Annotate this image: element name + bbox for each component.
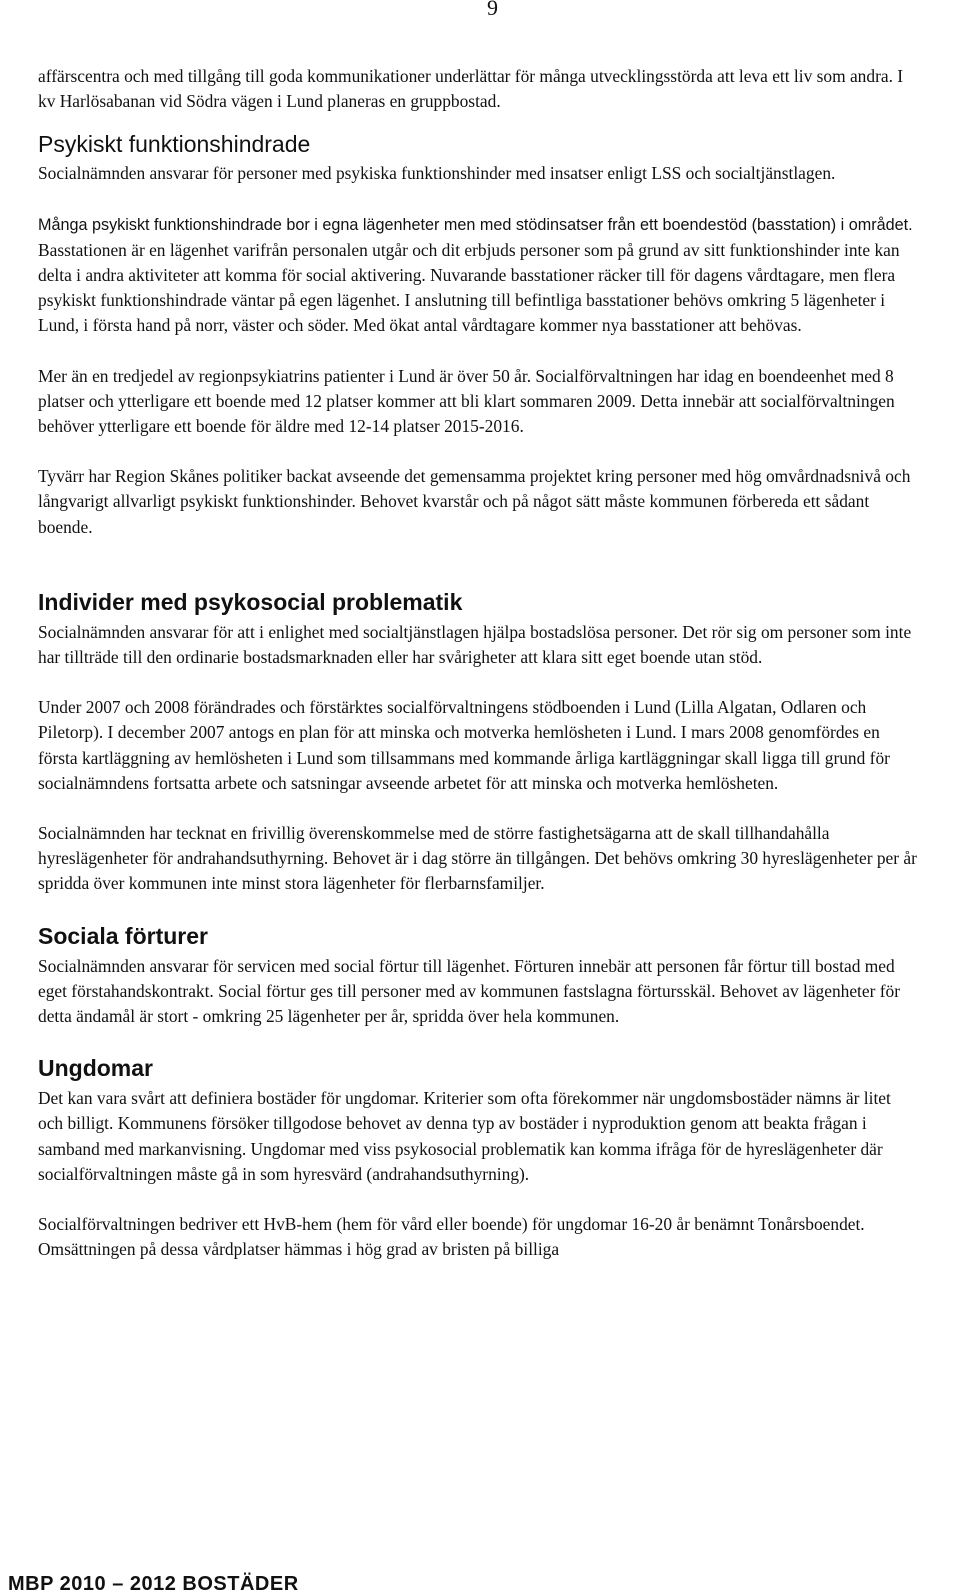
psykiskt-paragraph-2-lead: Många psykiskt funktionshindrade bor i egna lägenheter men med stödinsatser från ett boendestöd (basstation) i området. [38,215,913,234]
page-footer: MBP 2010 – 2012 BOSTÄDER [8,1573,299,1595]
heading-psykiskt-funktionshindrade: Psykiskt funktionshindrade [38,131,311,158]
heading-sociala-forturer: Sociala förturer [38,922,208,949]
psykiskt-paragraph-3: Mer än en tredjedel av regionpsykiatrins patienter i Lund är över 50 år. Socialförvaltningen har idag en boendeenhet med 8 platser och ytterligare ett boende med 12 platser kommer att bli klart sommaren 2009. Detta innebär att socialförvaltningen behöver ytterligare ett boende för äldre med 12-14 platser 2015-2016. [38,365,895,437]
document-body [38,64,920,1263]
individer-paragraph-3: Socialnämnden har tecknat en frivillig överenskommelse med de större fastighetsägarna att de skall tillhandahålla hyreslägenheter för andrahandsuthyrning. Behovet är i dag större än tillgången. Det behövs omkring 30 hyreslägenheter per år spridda över kommunen inte minst stora lägenheter för flerbarnsfamiljer. [38,823,917,894]
individer-paragraph-2: Under 2007 och 2008 förändrades och förstärktes socialförvaltningens stödboenden i Lund (Lilla Algatan, Odlaren och Piletorp). I december 2007 antogs en plan för att minska och motverka hemlösheten i Lund. I mars 2008 genomfördes en första kartläggning av hemlösheten i Lund som tillsammans med kommande årliga kartläggningar skall ligga till grund för socialnämndens fortsatta arbete och satsningar avseende arbetet för att minska och motverka hemlösheten. [38,697,890,793]
heading-individer-psykosocial: Individer med psykosocial problematik [38,588,463,615]
psykiskt-paragraph-2-body: Basstationen är en lägenhet varifrån personalen utgår och dit erbjuds personer som på grund av sitt funktionshinder inte kan delta i andra aktiviteter att komma för social aktivering. Nuvarande basstationer räcker till för dagens vårdtagare, men flera psykiskt funktionshindrade väntar på egen lägenhet. I anslutning till befintliga basstationer behövs omkring 5 lägenheter i Lund, i första hand på norr, väster och söder. Med ökat antal vårdtagare kommer nya basstationer att behövas. [38,239,900,336]
ungdomar-paragraph-2: Socialförvaltningen bedriver ett HvB-hem (hem för vård eller boende) för ungdomar 16-20 år benämnt Tonårsboendet. Omsättningen på dessa vårdplatser hämmas i hög grad av bristen på billiga [38,1214,865,1260]
psykiskt-paragraph-2 [38,212,920,339]
heading-ungdomar: Ungdomar [38,1055,153,1082]
individer-paragraph-1: Socialnämnden ansvarar för att i enlighet med socialtjänstlagen hjälpa bostadslösa personer. Det rör sig om personer som inte har tillträde till den ordinarie bostadsmarknaden eller har svårigheter att klara sitt eget boende utan stöd. [38,621,912,668]
page-number: 9 [487,0,498,20]
fortur-paragraph-1: Socialnämnden ansvarar för servicen med social förtur till lägenhet. Förturen innebär att personen får förtur till bostad med eget förstahandskontrakt. Social förtur ges till personer med av kommunen fastslagna förtursskäl. Behovet av lägenheter för detta ändamål är stort - omkring 25 lägenheter per år, spridda över hela kommunen. [38,955,901,1027]
ungdomar-paragraph-1: Det kan vara svårt att definiera bostäder för ungdomar. Kriterier som ofta förekommer när ungdomsbostäder nämns är litet och billigt. Kommunens försöker tillgodose behovet av denna typ av bostäder i nyproduktion genom att beakta frågan i samband med markanvisning. Ungdomar med viss psykosocial problematik kan komma ifråga för de hyreslägenheter där socialförvaltningen måste gå in som hyresvärd (andrahandsuthyrning). [38,1088,891,1184]
intro-paragraph: affärscentra och med tillgång till goda kommunikationer underlättar för många utvecklingsstörda att leva ett liv som andra. I kv Harlösabanan vid Södra vägen i Lund planeras en gruppbostad. [38,66,904,112]
psykiskt-paragraph-1: Socialnämnden ansvarar för personer med psykiska funktionshinder med insatser enligt LSS och socialtjänstlagen. [38,163,836,184]
psykiskt-paragraph-4: Tyvärr har Region Skånes politiker backat avseende det gemensamma projektet kring personer med hög omvårdnadsnivå och långvarigt allvarligt psykiskt funktionshinder. Behovet kvarstår och på något sätt måste kommunen förbereda ett sådant boende. [38,466,911,537]
